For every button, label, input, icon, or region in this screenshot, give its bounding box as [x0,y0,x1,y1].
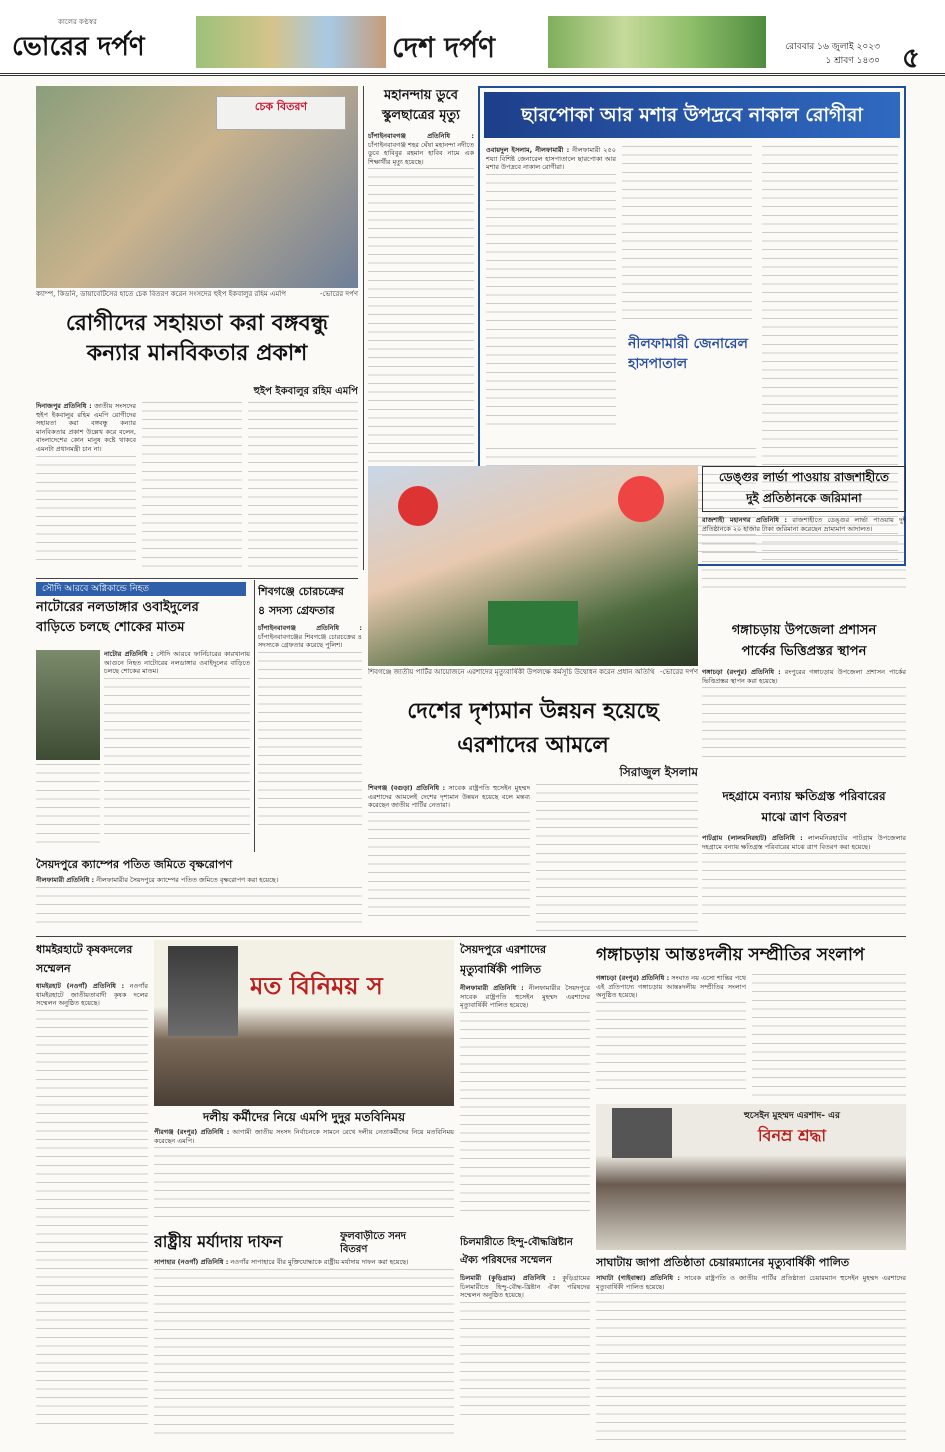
article-body [154,1258,454,1444]
caption-credit: -ভোরের দর্পণ [659,668,698,676]
headline-thieves [258,582,362,622]
body-text: সাবেক রাষ্ট্রপতি হুসেইন মুহম্মদ এরশাদের আমলেই দেশের দৃশ্যমান উন্নয়ন হয়েছে বলে মন্তব্য করেছেন জাতীয় পার্টির নেতারা। [368,784,530,810]
article-body [702,516,906,616]
body-text: সৌদি আরবে ফার্নিচারের কারখানায় আগুনে নিহত নাটোরের নলডাঙ্গার ওবাইদুলের বাড়িতে চলছে শোকের মাতম। [104,650,250,676]
body-text-lines [596,1002,746,1090]
headline-certificate [340,1230,454,1256]
body-text: নওগাঁর সাপাহারে বীর মুক্তিযোদ্ধাকে রাষ্ট্রীয় মর্যাদায় দাফন করা হয়েছে। [230,1258,409,1266]
body-text: লালমনিরহাটের পাটগ্রাম উপজেলার দহগ্রামে বন্যায় ক্ষতিগ্রস্ত পরিবারের মাঝে ত্রাণ বিতরণ করা হয়েছে। [702,834,906,851]
body-text: সাবেক রাষ্ট্রপতি ও জাতীয় পার্টির প্রতিষ্ঠাতা চেয়ারম্যান হুসেইন মুহম্মদ এরশাদের মৃত্যুবার্ষিকী পালিত হয়েছে। [596,1274,906,1291]
subheading-line: নীলফামারী জেনারেল [628,336,748,352]
dateline: ধামইরহাট (নওগাঁ) প্রতিনিধি : [36,982,125,990]
column-divider [363,86,364,570]
subheading-line: হাসপাতাল [628,356,688,372]
headline-saidpur-land: সৈয়দপুরে ক্যাম্পের পতিত জমিতে বৃক্ষরোপণ [36,858,233,871]
article-body [702,668,906,778]
body-text: আগামী জাতীয় সংসদ নির্বাচনকে সামনে রেখে দলীয় নেতাকর্মীদের নিয়ে মতবিনিময় করেছেন এমপি। [154,1128,454,1145]
body-text: নওগাঁর ধামইরহাটে জাতীয়তাবাদী কৃষক দলের সম্মেলন অনুষ্ঠিত হয়েছে। [36,982,148,1008]
banner-line: বিনম্র শ্রদ্ধা [757,1126,826,1145]
body-text: চাঁপাইনবাবগঞ্জের শিবগঞ্জে চোরচক্রের ৪ সদস্যকে গ্রেফতার করেছে পুলিশ। [258,632,362,650]
body-text-lines [142,402,242,574]
banner-line: হুসেইন মুহম্মদ এরশাদ- এর [744,1111,840,1121]
body-text-lines [702,853,906,917]
article-body [368,784,530,934]
body-text-lines [460,1012,590,1212]
newspaper-logo [8,10,188,66]
headline-dengue [703,467,905,509]
page-number: ৫ [901,41,921,70]
body-text: সংঘাত নয় এসো শান্তির পথে এই প্রতিপাদ্যে গঙ্গাচড়ায় আন্তঃদলীয় সম্প্রীতির সংলাপ অনুষ্ঠিত হয়েছে। [596,974,746,1000]
body-text-lines [702,687,906,761]
body-text: জাতীয় সংসদের হুইপ ইকবালুর রহিম এমপি রোগীদের সহায়তা করা বঙ্গবন্ধু কন্যার মানবিকতার প্রকাশ উল্লেখ করে বলেন, বাংলাদেশের কোন মানুষ কষ্টে থাকবে এমনটা প্রধানমন্ত্রী চান না। [36,402,136,453]
headline-bangabandhu [36,308,358,382]
dateline: সাঘাটা (গাইবান্ধা) প্রতিনিধি : [596,1274,680,1282]
body-text: নীলফামারীর সৈয়দপুরে ক্যাম্পের পতিত জমিতে বৃক্ষরোপণ করা হয়েছে। [96,876,279,884]
body-text-lines [36,764,100,850]
headline-park [702,620,906,664]
article-body [154,1128,454,1224]
headline-line: মাঝে ত্রাণ বিতরণ [761,810,847,824]
paper-tagline: কালের কণ্ঠস্বর [58,18,97,26]
article-body [702,834,906,934]
headline-unity [460,1234,590,1272]
headline-saudi [36,598,252,640]
headline-line: ডেঙ্গুর লার্ভা পাওয়ায় রাজশাহীতে [718,470,890,484]
headline-line: ধামইরহাটে কৃষকদলের [36,943,133,956]
dateline: নীলফামারী প্রতিনিধি : [460,984,524,992]
header-photo-strip-left [196,16,386,68]
headline-line: দেশের দৃশ্যমান উন্নয়ন হয়েছে [407,698,659,724]
section-divider [36,936,906,937]
subheading-hospital [628,334,752,380]
balloon [398,486,438,526]
body-text: নীলফামারীর সৈয়দপুরে সাবেক রাষ্ট্রপতি হুসেইন মুহম্মদ এরশাদের মৃত্যুবার্ষিকী পালিত হয়েছে। [460,984,590,1010]
photo-banner: চেক বিতরণ [216,96,346,130]
headline-drowning [368,86,474,130]
photo-caption [368,668,698,688]
dateline: চাঁপাইনবাবগঞ্জ প্রতিনিধি : [368,132,474,140]
dateline: নাটোর প্রতিনিধি : [104,650,154,658]
saghata-photo [596,1104,906,1250]
headline-line: ৪ সদস্য গ্রেফতার [258,604,335,617]
body-text-lines [486,174,616,429]
paper-name: ভোরের দর্পণ [12,32,145,62]
body-text-lines [596,1293,906,1441]
headline-line: কন্যার মানবিকতার প্রকাশ [86,340,308,366]
balloon [618,476,664,522]
body-text-lines [36,887,362,923]
body-text: রাজশাহীতে ডেঙ্গুর লার্ভা পাওয়ায় দুই প্রতিষ্ঠানকে ২০ হাজার টাকা জরিমানা করেছেন ভ্রাম্যমাণ আদালত। [702,516,906,533]
headline-line: দহগ্রামে বন্যায় ক্ষতিগ্রস্ত পরিবারের [722,789,886,803]
date-gregorian: রোববার ১৬ জুলাই ২০২৩ [785,42,880,52]
headline-line: সৈয়দপুরে এরশাদের [460,943,547,956]
article-body [36,402,136,574]
body-text-lines [622,146,752,326]
body-text: কুড়িগ্রামের চিলমারীতে হিন্দু-বৌদ্ধ-খ্রিষ্টান ঐক্য পরিষদের সম্মেলন অনুষ্ঠিত হয়েছে। [460,1274,590,1300]
portrait-poster [612,1108,672,1158]
article-body [460,1274,590,1444]
dateline: দিনাজপুর প্রতিনিধি : [36,402,92,410]
headline-saidpur-ershad [460,940,590,982]
article-body [36,982,148,1444]
dateline: চাঁপাইনবাবগঞ্জ প্রতিনিধি : [258,624,362,632]
dateline: গঙ্গাচড়া (রংপুর) প্রতিনিধি : [702,668,781,676]
dateline: সাপাহার (নওগাঁ) প্রতিনিধি : [154,1258,229,1266]
headline-line: এরশাদের আমলে [457,732,609,758]
body-text-lines [36,1010,148,1430]
masthead [0,0,945,76]
article-body [596,1274,906,1444]
headline-line: রোগীদের সহায়তা করা বঙ্গবন্ধু [65,310,329,336]
kicker-saudi: সৌদি আরবে অগ্নিকান্ডে নিহত [36,582,246,596]
headline-line: বিতরণ [340,1244,368,1255]
dateline: চিলমারী (কুড়িগ্রাম) প্রতিনিধি : [460,1274,556,1282]
body-text-lines [154,1269,454,1434]
body-text-lines [752,974,906,1100]
body-text-lines [536,784,698,934]
dateline: শিবগঞ্জ (বগুড়া) প্রতিনিধি : [368,784,446,792]
victim-portrait [36,650,100,760]
headline-dengue-box [702,466,906,512]
body-text: নীলফামারী ২৫০ শয্যা বিশিষ্ট জেনারেল হাসপাতালে ছারপোকা আর মশার উপদ্রবে নাকাল রোগীরা। [486,146,616,172]
article-body [486,146,616,446]
article-body [596,974,746,1100]
headline-line: দুই প্রতিষ্ঠানকে জরিমানা [746,491,862,505]
date-bengali: ১ শ্রাবণ ১৪৩০ [825,56,880,66]
headline-funeral: রাষ্ট্রীয় মর্যাদায় দাফন [154,1232,283,1251]
headline-line: বাড়িতে চলছে শোকের মাতম [36,620,185,635]
headline-line: সম্মেলন [36,962,71,975]
headline-line: শিবগঞ্জে চোরচক্রের [258,585,344,598]
headline-line: ফুলবাড়ীতে সনদ [340,1231,407,1242]
section-divider [36,578,358,579]
ershad-anniversary-photo [368,466,698,666]
article-body [104,650,250,850]
portrait-poster [168,946,238,1036]
section-title: দেশ দর্পণ [392,31,496,64]
article-body [460,984,590,1230]
headline-saghata: সাঘাটায় জাপা প্রতিষ্ঠাতা চেয়ারম্যানের মৃত্যুবার্ষিকী পালিত [596,1256,850,1269]
headline-mp-dudu: দলীয় কর্মীদের নিয়ে এমপি দুদুর মতবিনিময় [202,1110,406,1124]
article-body [258,624,362,850]
caption-credit: -ভোরের দর্পণ [319,290,358,298]
dateline: পীরগঞ্জ (রংপুর) প্রতিনিধি : [154,1128,230,1136]
body-text-lines [702,535,906,595]
byline: হুইপ ইকবালুর রহিম এমপি [253,386,358,397]
issue-date [770,40,880,70]
header-photo-strip-right [548,16,766,68]
saghata-banner [692,1108,892,1152]
headline-line: স্কুলছাত্রের মৃত্যু [382,108,460,123]
headline-farmers [36,940,148,980]
body-text-lines [248,402,358,574]
meeting-photo [154,940,454,1106]
byline: সিরাজুল ইসলাম [619,765,698,779]
headline-line: গঙ্গাচড়ায় উপজেলা প্রশাসন [731,623,877,638]
body-text-lines [36,456,136,566]
headline-harmony: গঙ্গাচড়ায় আন্তঃদলীয় সম্প্রীতির সংলাপ [596,945,865,965]
headline-relief [702,786,906,830]
headline-line: নাটোরের নলডাঙ্গার ওবাইদুলের [36,600,199,615]
headline-ershad [368,694,698,764]
article-body [36,876,362,932]
headline-line: ঐক্য পরিষদের সম্মেলন [460,1255,552,1266]
headline-line: পার্কের ভিত্তিপ্রস্তর স্থাপন [741,644,867,659]
caption-text: শিবগঞ্জে জাতীয় পার্টির আয়োজনে এরশাদের মৃত্যুবার্ষিকী উপলক্ষে কর্মসূচি উদ্বোধন করেন প্রধান অতিথি [368,668,655,676]
caption-text: ক্যাম্প, কিডনি, ডায়াবেটিসের হাতে চেক বিতরণ করেন সংসদের হুইপ ইকবালুর রহিম এমপি [36,290,287,298]
headline-line: মহানন্দায় ডুবে [384,88,458,103]
dateline: রাজশাহী মহানগর প্রতিনিধি : [702,516,788,524]
body-text-lines [154,1147,454,1223]
body-text-lines [104,678,250,838]
headline-line: চিলমারীতে হিন্দু-বৌদ্ধখ্রিষ্টান [460,1237,573,1248]
dateline: পাটগ্রাম (লালমনিরহাট) প্রতিনিধি : [702,834,803,842]
body-text: চাঁপাইনবাবগঞ্জ শহর ঘেঁষা মহানন্দা নদীতে ডুবে হাবিবুর রহমান হাবিব নামে এক শিক্ষার্থীর মৃত্যু হয়েছে। [368,140,474,166]
dateline: গঙ্গাচড়া (রংপুর) প্রতিনিধি : [596,974,670,982]
column-divider [254,580,255,852]
body-text-lines [460,1302,590,1422]
headline-line: মৃত্যুবার্ষিকী পালিত [460,963,542,976]
dateline: নীলফামারী প্রতিনিধি : [36,876,95,884]
cheque-distribution-photo [36,86,358,288]
banner-held [488,601,578,645]
body-text: রংপুরের গঙ্গাচড়ায় উপজেলা প্রশাসন পার্কের ভিত্তিপ্রস্তর স্থাপন করা হয়েছে। [702,668,906,685]
body-text-lines [258,652,362,832]
dateline: ওবায়দুল ইসলাম, নীলফামারী : [486,146,570,154]
body-text-lines [368,812,530,920]
photo-caption [36,290,358,302]
meeting-banner-text: মত বিনিময় স [250,971,383,998]
headline-nilphamari: ছারপোকা আর মশার উপদ্রবে নাকাল রোগীরা [484,92,900,138]
